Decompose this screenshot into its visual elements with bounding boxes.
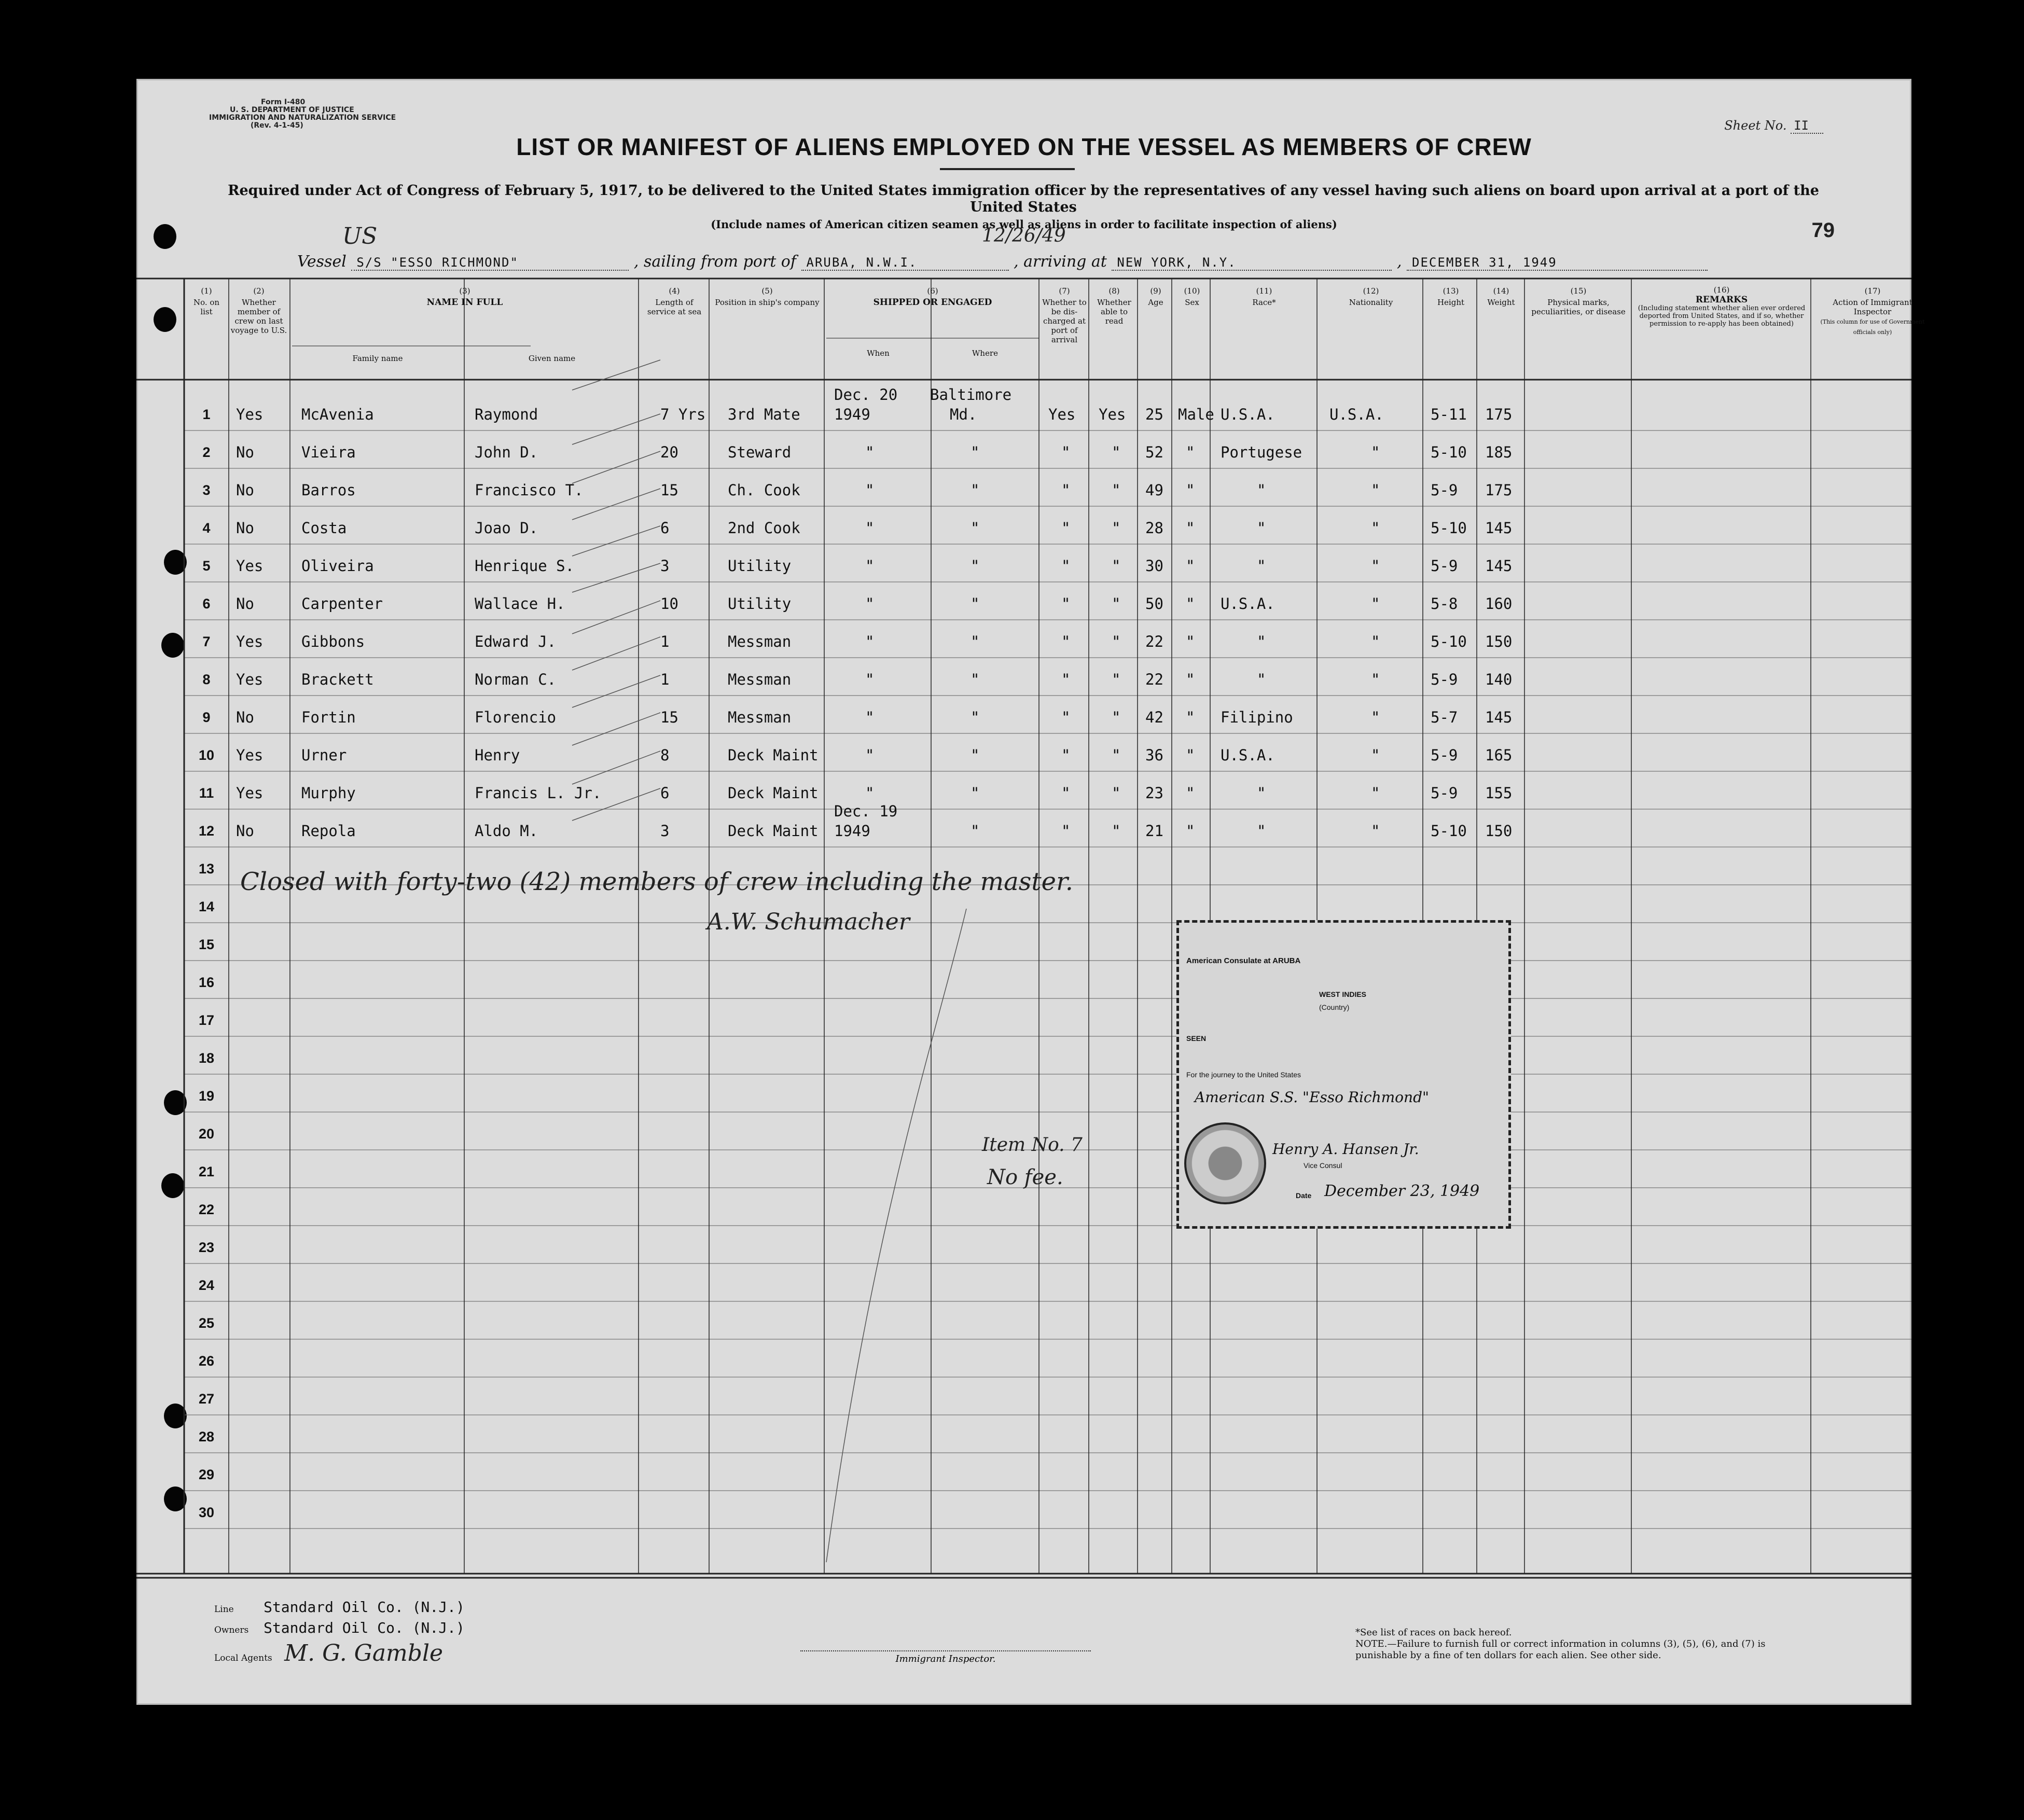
sex-cell: ": [1186, 708, 1195, 726]
last-voyage-cell: No: [236, 481, 254, 499]
given-name-cell: Francis L. Jr.: [475, 784, 602, 802]
able-to-read-cell: ": [1112, 481, 1121, 499]
sex-cell: ": [1186, 671, 1195, 688]
penalty-note: NOTE.—Failure to furnish full or correct information in columns (3), (5), (6), and (7) is punishable by a fine of ten dollars for each alien. See other side.: [1355, 1638, 1766, 1661]
footer-agents: [214, 1640, 443, 1666]
race-cell: U.S.A.: [1221, 406, 1275, 423]
discharged-cell: ": [1061, 671, 1071, 688]
stamp-country-label: (Country): [1319, 1003, 1350, 1011]
sheet-number-label: Sheet No.: [1724, 118, 1787, 133]
last-voyage-cell: Yes: [236, 633, 264, 650]
position-cell: 2nd Cook: [728, 519, 800, 537]
row-number: 29: [198, 1467, 215, 1482]
weight-cell: 175: [1485, 481, 1513, 499]
last-voyage-cell: No: [236, 595, 254, 613]
race-cell: Portugese: [1221, 443, 1302, 461]
able-to-read-cell: ": [1112, 633, 1121, 650]
shipped-when-cell: ": [865, 443, 875, 461]
col-header-nationality: (12) Nationality: [1349, 286, 1393, 307]
age-cell: 25: [1145, 406, 1163, 423]
footer-notes: [1355, 1627, 1801, 1661]
discharged-cell: ": [1061, 443, 1071, 461]
owners-label: Owners: [214, 1625, 249, 1635]
sex-cell: ": [1186, 784, 1195, 802]
shipped-where-cell: ": [971, 481, 980, 499]
row-number: 14: [198, 899, 215, 914]
line-value: Standard Oil Co. (N.J.): [264, 1599, 465, 1616]
discharged-cell: ": [1061, 784, 1071, 802]
given-name-cell: Aldo M.: [475, 822, 538, 840]
family-name-cell: Barros: [301, 481, 356, 499]
shipped-when-cell: ": [865, 557, 875, 575]
us-annotation: US: [342, 223, 378, 249]
given-name-cell: John D.: [475, 443, 538, 461]
position-cell: Deck Maint: [728, 746, 819, 764]
shipped-where-cell: ": [971, 822, 980, 840]
family-name-cell: Urner: [301, 746, 347, 764]
col-header-height: (13) Height: [1437, 286, 1465, 307]
arriving-label: , arriving at: [1014, 253, 1107, 271]
row-number: 12: [198, 823, 215, 839]
last-voyage-cell: No: [236, 519, 254, 537]
arrival-date: DECEMBER 31, 1949: [1407, 255, 1708, 271]
race-cell: ": [1257, 784, 1266, 802]
age-cell: 23: [1145, 784, 1163, 802]
service-cell: 10: [660, 595, 678, 613]
page-number: 79: [1811, 219, 1835, 242]
row-number: 28: [198, 1429, 215, 1444]
col-header-sex: (10) Sex: [1184, 286, 1200, 307]
discharged-cell: ": [1061, 822, 1071, 840]
row-number: 19: [198, 1088, 215, 1104]
arrival-port: NEW YORK, N.Y.: [1112, 255, 1392, 271]
family-name-cell: Gibbons: [301, 633, 365, 650]
race-cell: ": [1257, 671, 1266, 688]
height-cell: 5-10: [1431, 633, 1467, 650]
shipped-where-cell: ": [971, 443, 980, 461]
last-voyage-cell: Yes: [236, 784, 264, 802]
col-header-weight: (14) Weight: [1487, 286, 1515, 307]
family-name-cell: Carpenter: [301, 595, 383, 613]
position-cell: Messman: [728, 708, 792, 726]
item-note: Item No. 7: [982, 1134, 1083, 1156]
row-number: 3: [202, 482, 211, 498]
row-number: 1: [202, 407, 211, 422]
height-cell: 5-7: [1431, 708, 1458, 726]
shipped-where-cell: ": [971, 746, 980, 764]
weight-cell: 160: [1485, 595, 1513, 613]
sheet-number-value: II: [1791, 118, 1823, 134]
able-to-read-cell: ": [1112, 784, 1121, 802]
agents-label: Local Agents: [214, 1653, 272, 1663]
given-name-cell: Henrique S.: [475, 557, 575, 575]
weight-cell: 140: [1485, 671, 1513, 688]
stamp-journey: For the journey to the United States: [1186, 1071, 1301, 1079]
footer-owners: [214, 1619, 465, 1636]
closing-note: Closed with forty-two (42) members of crew including the master.: [240, 867, 1074, 896]
nationality-cell: ": [1371, 671, 1380, 688]
shipped-where-state-cell: Md.: [950, 406, 977, 423]
col-header-age: (9) Age: [1148, 286, 1163, 307]
age-cell: 52: [1145, 443, 1163, 461]
nationality-cell: ": [1371, 633, 1380, 650]
shipped-when-cell: Dec. 20: [834, 386, 898, 404]
row-number: 8: [202, 672, 211, 687]
family-name-cell: McAvenia: [301, 406, 374, 423]
race-cell: U.S.A.: [1221, 746, 1275, 764]
row-number: 30: [198, 1505, 215, 1520]
age-cell: 22: [1145, 671, 1163, 688]
departure-port: ARUBA, N.W.I.: [801, 255, 1009, 271]
able-to-read-cell: ": [1112, 519, 1121, 537]
height-cell: 5-10: [1431, 519, 1467, 537]
service-cell: 6: [660, 519, 670, 537]
service-cell: 15: [660, 708, 678, 726]
family-name-cell: Vieira: [301, 443, 356, 461]
row-number: 26: [198, 1353, 215, 1369]
weight-cell: 165: [1485, 746, 1513, 764]
page-subnote: (Include names of American citizen seamen as well as aliens in order to facilitate inspection of aliens): [711, 218, 1337, 231]
given-name-cell: Francisco T.: [475, 481, 584, 499]
position-cell: Steward: [728, 443, 792, 461]
able-to-read-cell: Yes: [1099, 406, 1126, 423]
nationality-cell: ": [1371, 746, 1380, 764]
weight-cell: 150: [1485, 633, 1513, 650]
sex-cell: ": [1186, 822, 1195, 840]
col-header-last-voyage: (2) Whether member of crew on last voyage to U.S.: [230, 286, 287, 335]
family-name-cell: Repola: [301, 822, 356, 840]
nationality-cell: U.S.A.: [1329, 406, 1384, 423]
row-number: 18: [198, 1050, 215, 1066]
shipped-when-cell: ": [865, 519, 875, 537]
races-note: *See list of races on back hereof.: [1355, 1627, 1512, 1638]
able-to-read-cell: ": [1112, 671, 1121, 688]
service-cell: 15: [660, 481, 678, 499]
age-cell: 36: [1145, 746, 1163, 764]
given-name-cell: Florencio: [475, 708, 557, 726]
discharged-cell: Yes: [1048, 406, 1076, 423]
consul-signature: Henry A. Hansen Jr.: [1272, 1141, 1419, 1158]
shipped-where-cell: ": [971, 519, 980, 537]
able-to-read-cell: ": [1112, 746, 1121, 764]
service-cell: 8: [660, 746, 670, 764]
position-cell: Deck Maint: [728, 822, 819, 840]
row-number: 20: [198, 1126, 215, 1142]
page-title: LIST OR MANIFEST OF ALIENS EMPLOYED ON THE VESSEL AS MEMBERS OF CREW: [516, 133, 1532, 160]
position-cell: Utility: [728, 595, 792, 613]
shipped-where-cell: ": [971, 633, 980, 650]
height-cell: 5-11: [1431, 406, 1467, 423]
shipped-when-year-cell: 1949: [834, 822, 870, 840]
age-cell: 21: [1145, 822, 1163, 840]
row-number: 22: [198, 1202, 215, 1217]
row-number: 17: [198, 1012, 215, 1028]
agents-signature: M. G. Gamble: [284, 1640, 443, 1666]
nationality-cell: ": [1371, 822, 1380, 840]
service-cell: 1: [660, 671, 670, 688]
shipped-when-cell: ": [865, 784, 875, 802]
stamp-seen: SEEN: [1186, 1034, 1207, 1043]
able-to-read-cell: ": [1112, 708, 1121, 726]
age-cell: 42: [1145, 708, 1163, 726]
discharged-cell: ": [1061, 633, 1071, 650]
consular-seal: [1184, 1122, 1266, 1204]
age-cell: 49: [1145, 481, 1163, 499]
height-cell: 5-10: [1431, 443, 1467, 461]
nationality-cell: ": [1371, 784, 1380, 802]
race-cell: Filipino: [1221, 708, 1293, 726]
height-cell: 5-8: [1431, 595, 1458, 613]
row-number: 23: [198, 1240, 215, 1255]
revision: (Rev. 4-1-45): [251, 121, 303, 130]
shipped-when-cell: ": [865, 671, 875, 688]
shipped-when-cell: ": [865, 746, 875, 764]
service-cell: 6: [660, 784, 670, 802]
nationality-cell: ": [1371, 708, 1380, 726]
shipped-when-cell: Dec. 19: [834, 802, 898, 820]
master-signature: A.W. Schumacher: [707, 909, 910, 935]
able-to-read-cell: ": [1112, 595, 1121, 613]
given-name-cell: Joao D.: [475, 519, 538, 537]
owners-value: Standard Oil Co. (N.J.): [264, 1619, 465, 1636]
shipped-where-cell: ": [971, 671, 980, 688]
age-cell: 50: [1145, 595, 1163, 613]
row-number: 24: [198, 1277, 215, 1293]
given-name-cell: Henry: [475, 746, 520, 764]
row-number: 9: [202, 710, 211, 725]
sex-cell: ": [1186, 746, 1195, 764]
vessel-name: S/S "ESSO RICHMOND": [351, 255, 629, 271]
weight-cell: 145: [1485, 708, 1513, 726]
position-cell: Messman: [728, 671, 792, 688]
given-name-cell: Wallace H.: [475, 595, 565, 613]
col-header-inspector: (17) Action of Immigrant Inspector (This column for use of Government officials only): [1820, 286, 1925, 336]
given-name-cell: Raymond: [475, 406, 538, 423]
page-subtitle: Required under Act of Congress of February 5, 1917, to be delivered to the United States immigration officer by the representatives of any vessel having such aliens on board upon arrival at a port of the United States: [228, 183, 1819, 215]
service: IMMIGRATION AND NATURALIZATION SERVICE: [209, 114, 396, 122]
age-cell: 22: [1145, 633, 1163, 650]
weight-cell: 155: [1485, 784, 1513, 802]
nationality-cell: ": [1371, 443, 1380, 461]
shipped-where-cell: ": [971, 557, 980, 575]
discharged-cell: ": [1061, 708, 1071, 726]
row-number: 25: [198, 1315, 215, 1331]
consular-stamp: [1176, 920, 1511, 1229]
family-name-cell: Fortin: [301, 708, 356, 726]
col-header-physical-marks: (15) Physical marks, peculiarities, or disease: [1531, 286, 1626, 316]
height-cell: 5-9: [1431, 481, 1458, 499]
col-header-where: Where: [972, 349, 998, 358]
height-cell: 5-9: [1431, 671, 1458, 688]
last-voyage-cell: No: [236, 443, 254, 461]
nationality-cell: ": [1371, 557, 1380, 575]
family-name-cell: Costa: [301, 519, 347, 537]
nationality-cell: ": [1371, 481, 1380, 499]
discharged-cell: ": [1061, 746, 1071, 764]
service-cell: 1: [660, 633, 670, 650]
vessel-line: Vessel S/S "ESSO RICHMOND" , sailing from port of ARUBA, N.W.I. , arriving at NEW YORK, N.Y. , DECEMBER 31, 1949: [297, 253, 1708, 271]
sex-cell: ": [1186, 633, 1195, 650]
stamp-date-label: Date: [1296, 1191, 1312, 1200]
sailing-label: , sailing from port of: [633, 253, 796, 271]
stamp-date: December 23, 1949: [1324, 1182, 1480, 1200]
given-name-cell: Edward J.: [475, 633, 557, 650]
col-header-race: (11) Race*: [1252, 286, 1276, 307]
manifest-sheet: [136, 79, 1925, 1705]
row-number: 13: [198, 861, 215, 877]
fee-note: No fee.: [987, 1165, 1063, 1189]
consul-title: Vice Consul: [1304, 1161, 1342, 1170]
row-number: 16: [198, 975, 215, 990]
weight-cell: 175: [1485, 406, 1513, 423]
shipped-where-cell: ": [971, 708, 980, 726]
col-header-remarks: (16) REMARKS (Including statement whether alien ever ordered deported from United States, and if so, whether permission to re-apply has been obtained): [1638, 285, 1806, 328]
col-header-shipped: (6) SHIPPED OR ENGAGED: [873, 286, 992, 308]
row-number: 5: [202, 558, 211, 574]
discharged-cell: ": [1061, 557, 1071, 575]
discharged-cell: ": [1061, 481, 1071, 499]
weight-cell: 145: [1485, 557, 1513, 575]
height-cell: 5-9: [1431, 784, 1458, 802]
weight-cell: 150: [1485, 822, 1513, 840]
height-cell: 5-9: [1431, 557, 1458, 575]
race-cell: U.S.A.: [1221, 595, 1275, 613]
last-voyage-cell: No: [236, 822, 254, 840]
last-voyage-cell: Yes: [236, 746, 264, 764]
row-number: 2: [202, 444, 211, 460]
service-cell: 3: [660, 557, 670, 575]
sex-cell: ": [1186, 557, 1195, 575]
shipped-when-cell: ": [865, 708, 875, 726]
col-header-when: When: [867, 349, 890, 358]
age-cell: 30: [1145, 557, 1163, 575]
row-number: 7: [202, 634, 211, 649]
race-cell: ": [1257, 557, 1266, 575]
family-name-cell: Oliveira: [301, 557, 374, 575]
shipped-when-cell: ": [865, 481, 875, 499]
position-cell: Deck Maint: [728, 784, 819, 802]
shipped-when-year-cell: 1949: [834, 406, 870, 423]
family-name-cell: Brackett: [301, 671, 374, 688]
able-to-read-cell: ": [1112, 822, 1121, 840]
discharged-cell: ": [1061, 519, 1071, 537]
row-number: 10: [198, 747, 215, 763]
height-cell: 5-9: [1431, 746, 1458, 764]
row-number: 4: [202, 520, 211, 536]
line-label: Line: [214, 1604, 234, 1615]
col-header-given-name: Given name: [528, 354, 576, 363]
position-cell: Ch. Cook: [728, 481, 800, 499]
position-cell: Messman: [728, 633, 792, 650]
able-to-read-cell: ": [1112, 557, 1121, 575]
col-header-read: (8) Whether able to read: [1097, 286, 1131, 326]
row-number: 6: [202, 596, 211, 612]
service-cell: 3: [660, 822, 670, 840]
sex-cell: ": [1186, 443, 1195, 461]
col-header-number: (1) No. on list: [193, 286, 220, 316]
row-number: 15: [198, 937, 215, 952]
nationality-cell: ": [1371, 519, 1380, 537]
department: U. S. DEPARTMENT OF JUSTICE: [230, 106, 354, 114]
discharged-cell: ": [1061, 595, 1071, 613]
shipped-where-cell: Baltimore: [930, 386, 1012, 404]
col-header-service: (4) Length of service at sea: [647, 286, 702, 316]
col-header-discharged: (7) Whether to be dis-charged at port of arrival: [1042, 286, 1087, 344]
sex-cell: ": [1186, 481, 1195, 499]
service-cell: 20: [660, 443, 678, 461]
last-voyage-cell: No: [236, 708, 254, 726]
last-voyage-cell: Yes: [236, 406, 264, 423]
col-header-family-name: Family name: [352, 354, 403, 363]
shipped-when-cell: ": [865, 595, 875, 613]
shipped-where-cell: ": [971, 595, 980, 613]
row-number: 21: [198, 1164, 215, 1179]
service-cell: 7 Yrs: [660, 406, 706, 423]
race-cell: ": [1257, 481, 1266, 499]
able-to-read-cell: ": [1112, 443, 1121, 461]
col-header-name: (3) NAME IN FULL: [426, 286, 503, 308]
stamp-vessel: American S.S. "Esso Richmond": [1195, 1089, 1429, 1106]
col-header-position: (5) Position in ship's company: [715, 286, 820, 307]
stamp-country: WEST INDIES: [1319, 990, 1367, 998]
form-number: Form I-480: [261, 98, 306, 106]
inspector-signature-line: Immigrant Inspector.: [800, 1650, 1091, 1664]
race-cell: ": [1257, 633, 1266, 650]
race-cell: ": [1257, 519, 1266, 537]
shipped-when-cell: ": [865, 633, 875, 650]
height-cell: 5-10: [1431, 822, 1467, 840]
sail-date-note: 12/26/49: [982, 225, 1066, 246]
given-name-cell: Norman C.: [475, 671, 557, 688]
footer-line: [214, 1599, 465, 1616]
stamp-consulate: American Consulate at ARUBA: [1186, 956, 1301, 965]
position-cell: 3rd Mate: [728, 406, 800, 423]
weight-cell: 145: [1485, 519, 1513, 537]
sex-cell: ": [1186, 519, 1195, 537]
last-voyage-cell: Yes: [236, 671, 264, 688]
position-cell: Utility: [728, 557, 792, 575]
row-number: 27: [198, 1391, 215, 1407]
sex-cell: Male: [1178, 406, 1214, 423]
last-voyage-cell: Yes: [236, 557, 264, 575]
race-cell: ": [1257, 822, 1266, 840]
sex-cell: ": [1186, 595, 1195, 613]
row-number: 11: [199, 785, 214, 801]
vessel-label: Vessel: [297, 253, 346, 271]
weight-cell: 185: [1485, 443, 1513, 461]
nationality-cell: ": [1371, 595, 1380, 613]
shipped-where-cell: ": [971, 784, 980, 802]
family-name-cell: Murphy: [301, 784, 356, 802]
age-cell: 28: [1145, 519, 1163, 537]
